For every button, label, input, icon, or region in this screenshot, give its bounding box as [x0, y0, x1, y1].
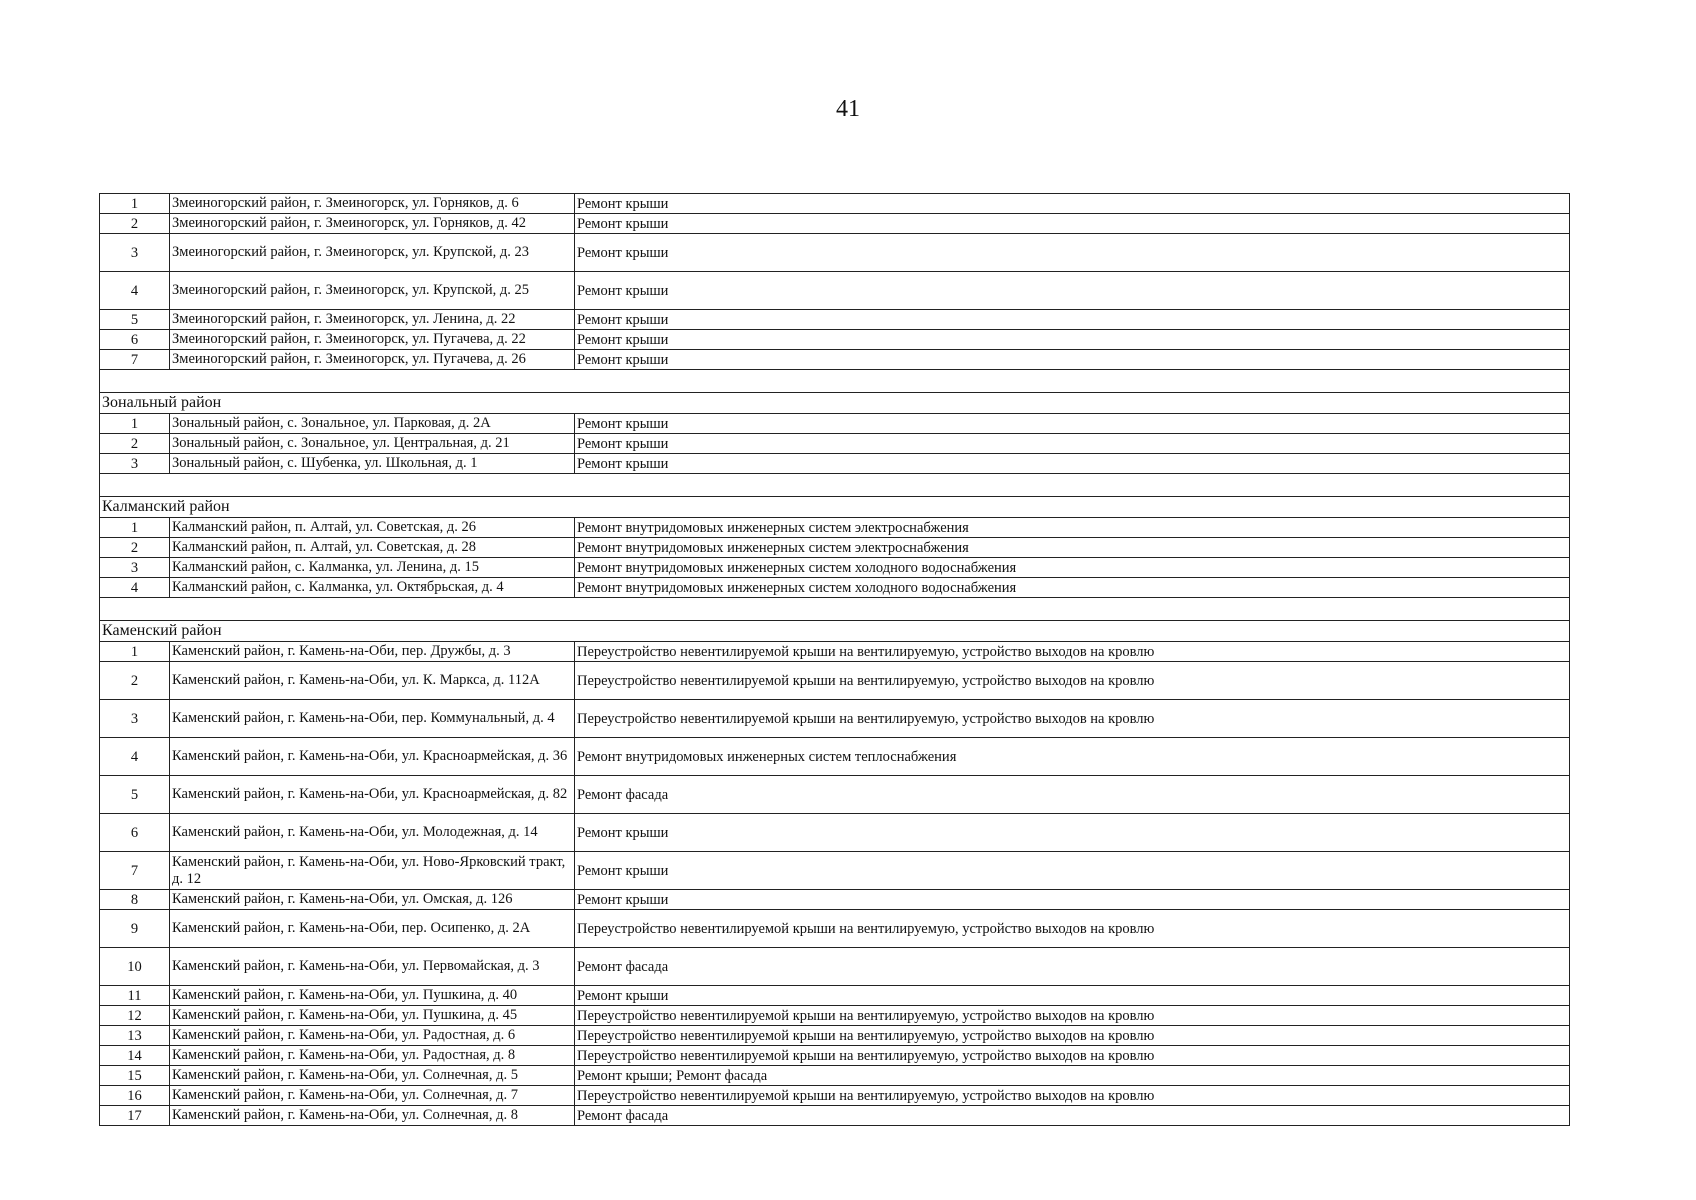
row-work-type: Ремонт внутридомовых инженерных систем электроснабжения: [575, 518, 1570, 538]
table-row: [100, 538, 1570, 558]
row-number: 3: [100, 234, 170, 272]
table-row: [100, 1086, 1570, 1106]
table-row: [100, 350, 1570, 370]
district-heading-row: [100, 621, 1570, 642]
row-number: 12: [100, 1006, 170, 1026]
table-row: [100, 662, 1570, 700]
table-row: [100, 776, 1570, 814]
table-row: [100, 852, 1570, 890]
row-number: 7: [100, 350, 170, 370]
row-address: Каменский район, г. Камень-на-Оби, ул. Первомайская, д. 3: [170, 948, 575, 986]
row-work-type: Ремонт внутридомовых инженерных систем холодного водоснабжения: [575, 578, 1570, 598]
table-row: [100, 890, 1570, 910]
row-address: Каменский район, г. Камень-на-Оби, ул. Солнечная, д. 5: [170, 1066, 575, 1086]
row-work-type: Ремонт крыши: [575, 814, 1570, 852]
section-gap-cell: [100, 598, 1570, 621]
row-work-type: Переустройство невентилируемой крыши на вентилируемую, устройство выходов на кровлю: [575, 642, 1570, 662]
row-address: Змеиногорский район, г. Змеиногорск, ул. Горняков, д. 42: [170, 214, 575, 234]
section-gap: [100, 474, 1570, 497]
row-address: Каменский район, г. Камень-на-Оби, ул. Радостная, д. 8: [170, 1046, 575, 1066]
row-work-type: Ремонт крыши: [575, 454, 1570, 474]
table-row: [100, 414, 1570, 434]
row-address: Змеиногорский район, г. Змеиногорск, ул. Ленина, д. 22: [170, 310, 575, 330]
row-number: 15: [100, 1066, 170, 1086]
row-address: Каменский район, г. Камень-на-Оби, ул. Солнечная, д. 8: [170, 1106, 575, 1126]
row-number: 1: [100, 414, 170, 434]
row-address: Каменский район, г. Камень-на-Оби, ул. К. Маркса, д. 112А: [170, 662, 575, 700]
row-work-type: Переустройство невентилируемой крыши на вентилируемую, устройство выходов на кровлю: [575, 910, 1570, 948]
row-number: 2: [100, 662, 170, 700]
row-number: 13: [100, 1026, 170, 1046]
row-address: Калманский район, с. Калманка, ул. Октябрьская, д. 4: [170, 578, 575, 598]
row-address: Каменский район, г. Камень-на-Оби, ул. Солнечная, д. 7: [170, 1086, 575, 1106]
row-number: 2: [100, 214, 170, 234]
row-number: 8: [100, 890, 170, 910]
table-row: [100, 1026, 1570, 1046]
row-number: 4: [100, 578, 170, 598]
table-row: [100, 434, 1570, 454]
row-work-type: Ремонт внутридомовых инженерных систем холодного водоснабжения: [575, 558, 1570, 578]
table-row: [100, 910, 1570, 948]
row-work-type: Ремонт крыши: [575, 272, 1570, 310]
row-address: Змеиногорский район, г. Змеиногорск, ул. Крупской, д. 25: [170, 272, 575, 310]
row-address: Зональный район, с. Шубенка, ул. Школьная, д. 1: [170, 454, 575, 474]
table-row: [100, 272, 1570, 310]
table-row: [100, 948, 1570, 986]
row-work-type: Ремонт крыши: [575, 414, 1570, 434]
table-row: [100, 330, 1570, 350]
row-address: Каменский район, г. Камень-на-Оби, ул. Молодежная, д. 14: [170, 814, 575, 852]
section-gap-cell: [100, 370, 1570, 393]
row-work-type: Ремонт фасада: [575, 776, 1570, 814]
row-address: Каменский район, г. Камень-на-Оби, ул. Красноармейская, д. 82: [170, 776, 575, 814]
table-body: [100, 194, 1570, 1126]
row-number: 14: [100, 1046, 170, 1066]
row-number: 1: [100, 642, 170, 662]
row-work-type: Ремонт крыши: [575, 350, 1570, 370]
row-number: 5: [100, 776, 170, 814]
table-row: [100, 1046, 1570, 1066]
district-heading: Каменский район: [100, 621, 1570, 642]
row-number: 6: [100, 814, 170, 852]
table-row: [100, 558, 1570, 578]
row-number: 4: [100, 738, 170, 776]
row-work-type: Ремонт крыши: [575, 434, 1570, 454]
row-number: 17: [100, 1106, 170, 1126]
table-row: [100, 214, 1570, 234]
row-number: 16: [100, 1086, 170, 1106]
row-work-type: Ремонт крыши: [575, 852, 1570, 890]
section-gap: [100, 370, 1570, 393]
district-heading: Зональный район: [100, 393, 1570, 414]
row-address: Каменский район, г. Камень-на-Оби, ул. Пушкина, д. 45: [170, 1006, 575, 1026]
row-work-type: Переустройство невентилируемой крыши на вентилируемую, устройство выходов на кровлю: [575, 662, 1570, 700]
row-work-type: Ремонт внутридомовых инженерных систем теплоснабжения: [575, 738, 1570, 776]
row-address: Калманский район, п. Алтай, ул. Советская, д. 26: [170, 518, 575, 538]
district-heading-row: [100, 497, 1570, 518]
row-address: Каменский район, г. Камень-на-Оби, ул. Красноармейская, д. 36: [170, 738, 575, 776]
district-heading: Калманский район: [100, 497, 1570, 518]
row-number: 11: [100, 986, 170, 1006]
row-address: Зональный район, с. Зональное, ул. Парковая, д. 2А: [170, 414, 575, 434]
row-number: 6: [100, 330, 170, 350]
row-work-type: Ремонт фасада: [575, 948, 1570, 986]
table-row: [100, 642, 1570, 662]
table-row: [100, 454, 1570, 474]
row-address: Змеиногорский район, г. Змеиногорск, ул. Крупской, д. 23: [170, 234, 575, 272]
row-address: Змеиногорский район, г. Змеиногорск, ул. Пугачева, д. 22: [170, 330, 575, 350]
row-number: 2: [100, 434, 170, 454]
table-row: [100, 518, 1570, 538]
table-row: [100, 1106, 1570, 1126]
table-row: [100, 310, 1570, 330]
row-number: 10: [100, 948, 170, 986]
table-row: [100, 578, 1570, 598]
row-work-type: Ремонт крыши: [575, 890, 1570, 910]
row-address: Калманский район, с. Калманка, ул. Ленина, д. 15: [170, 558, 575, 578]
row-address: Каменский район, г. Камень-на-Оби, ул. Омская, д. 126: [170, 890, 575, 910]
row-number: 3: [100, 700, 170, 738]
row-number: 3: [100, 558, 170, 578]
row-work-type: Ремонт крыши; Ремонт фасада: [575, 1066, 1570, 1086]
row-address: Змеиногорский район, г. Змеиногорск, ул. Горняков, д. 6: [170, 194, 575, 214]
table-row: [100, 194, 1570, 214]
row-work-type: Ремонт крыши: [575, 986, 1570, 1006]
table-row: [100, 986, 1570, 1006]
row-number: 2: [100, 538, 170, 558]
row-work-type: Ремонт фасада: [575, 1106, 1570, 1126]
repair-list-table: [99, 193, 1570, 1126]
row-number: 9: [100, 910, 170, 948]
row-number: 4: [100, 272, 170, 310]
row-address: Каменский район, г. Камень-на-Оби, пер. Коммунальный, д. 4: [170, 700, 575, 738]
table-row: [100, 234, 1570, 272]
row-work-type: Ремонт крыши: [575, 310, 1570, 330]
section-gap: [100, 598, 1570, 621]
page-number: 41: [836, 96, 860, 122]
row-work-type: Ремонт крыши: [575, 194, 1570, 214]
row-work-type: Ремонт крыши: [575, 214, 1570, 234]
district-heading-row: [100, 393, 1570, 414]
row-address: Змеиногорский район, г. Змеиногорск, ул. Пугачева, д. 26: [170, 350, 575, 370]
row-address: Каменский район, г. Камень-на-Оби, пер. Дружбы, д. 3: [170, 642, 575, 662]
row-address: Каменский район, г. Камень-на-Оби, пер. Осипенко, д. 2А: [170, 910, 575, 948]
row-number: 1: [100, 194, 170, 214]
row-work-type: Ремонт крыши: [575, 330, 1570, 350]
row-address: Каменский район, г. Камень-на-Оби, ул. Пушкина, д. 40: [170, 986, 575, 1006]
row-address: Каменский район, г. Камень-на-Оби, ул. Ново-Ярковский тракт, д. 12: [170, 852, 575, 890]
row-number: 3: [100, 454, 170, 474]
table-row: [100, 738, 1570, 776]
row-number: 1: [100, 518, 170, 538]
row-address: Каменский район, г. Камень-на-Оби, ул. Радостная, д. 6: [170, 1026, 575, 1046]
section-gap-cell: [100, 474, 1570, 497]
row-work-type: Переустройство невентилируемой крыши на вентилируемую, устройство выходов на кровлю: [575, 1046, 1570, 1066]
row-work-type: Ремонт крыши: [575, 234, 1570, 272]
row-address: Зональный район, с. Зональное, ул. Центральная, д. 21: [170, 434, 575, 454]
table-row: [100, 814, 1570, 852]
row-work-type: Ремонт внутридомовых инженерных систем электроснабжения: [575, 538, 1570, 558]
table-row: [100, 1006, 1570, 1026]
row-work-type: Переустройство невентилируемой крыши на вентилируемую, устройство выходов на кровлю: [575, 700, 1570, 738]
row-number: 7: [100, 852, 170, 890]
row-address: Калманский район, п. Алтай, ул. Советская, д. 28: [170, 538, 575, 558]
row-work-type: Переустройство невентилируемой крыши на вентилируемую, устройство выходов на кровлю: [575, 1086, 1570, 1106]
table-row: [100, 1066, 1570, 1086]
row-work-type: Переустройство невентилируемой крыши на вентилируемую, устройство выходов на кровлю: [575, 1006, 1570, 1026]
row-number: 5: [100, 310, 170, 330]
table-row: [100, 700, 1570, 738]
row-work-type: Переустройство невентилируемой крыши на вентилируемую, устройство выходов на кровлю: [575, 1026, 1570, 1046]
